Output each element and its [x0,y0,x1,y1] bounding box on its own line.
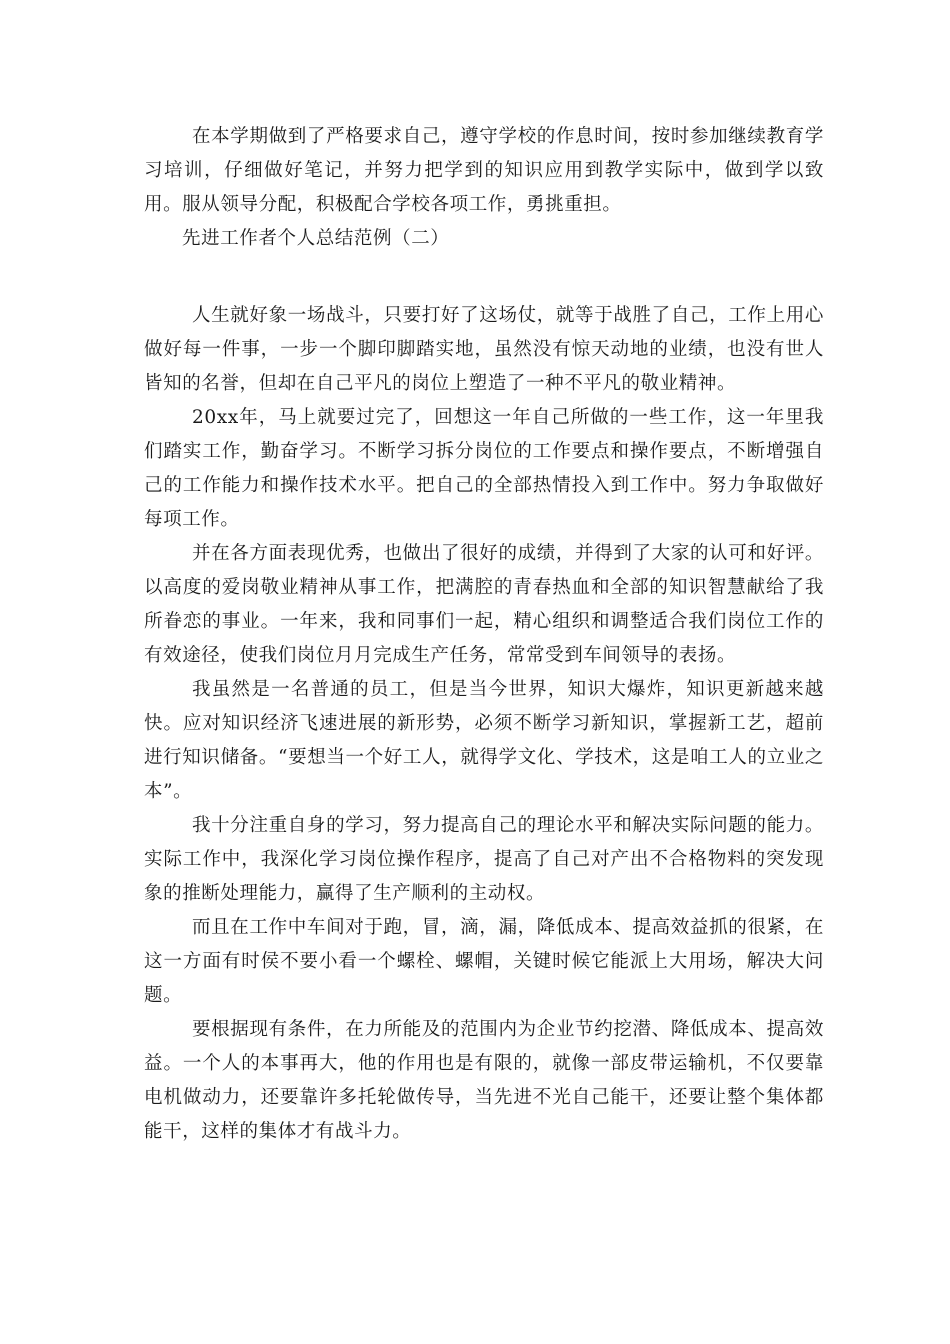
section-spacer [144,256,824,299]
intro-paragraph: 在本学期做到了严格要求自己，遵守学校的作息时间，按时参加继续教育学习培训，仔细做好笔记，并努力把学到的知识应用到教学实际中，做到学以致用。服从领导分配，积极配合学校各项工作，勇挑重担。 [144,126,824,215]
body-paragraph-6: 而且在工作中车间对于跑，冒，滴，漏，降低成本、提高效益抓的很紧，在这一方面有时侯不要小看一个螺栓、螺帽，关键时候它能派上大用场，解决大问题。 [144,917,824,1006]
body-paragraph-1: 人生就好象一场战斗，只要打好了这场仗，就等于战胜了自己，工作上用心做好每一件事，一步一个脚印脚踏实地，虽然没有惊天动地的业绩，也没有世人皆知的名誉，但却在自己平凡的岗位上塑造了一种不平凡的敬业精神。 [144,305,824,394]
body-paragraph-2: 20xx年，马上就要过完了，回想这一年自己所做的一些工作，这一年里我们踏实工作，勤奋学习。不断学习拆分岗位的工作要点和操作要点，不断增强自己的工作能力和操作技术水平。把自己的全部热情投入到工作中。努力争取做好每项工作。 [144,407,824,530]
body-paragraph-7: 要根据现有条件，在力所能及的范围内为企业节约挖潜、降低成本、提高效益。一个人的本事再大，他的作用也是有限的，就像一部皮带运输机，不仅要靠电机做动力，还要靠许多托轮做传导，当先进不光自己能干，还要让整个集体都能干，这样的集体才有战斗力。 [144,1019,824,1142]
body-paragraph-3: 并在各方面表现优秀，也做出了很好的成绩，并得到了大家的认可和好评。以高度的爱岗敬业精神从事工作，把满腔的青春热血和全部的知识智慧献给了我所眷恋的事业。一年来，我和同事们一起，精心组织和调整适合我们岗位工作的有效途径，使我们岗位月月完成生产任务，常常受到车间领导的表扬。 [144,543,824,666]
document-body [144,120,824,1149]
body-paragraph-5: 我十分注重自身的学习，努力提高自己的理论水平和解决实际问题的能力。实际工作中，我深化学习岗位操作程序，提高了自己对产出不合格物料的突发现象的推断处理能力，赢得了生产顺利的主动权。 [144,815,824,904]
section-title: 先进工作者个人总结范例（二） [182,228,450,249]
body-paragraph-4: 我虽然是一名普通的员工，但是当今世界，知识大爆炸，知识更新越来越快。应对知识经济飞速进展的新形势，必须不断学习新知识，掌握新工艺，超前进行知识储备。“要想当一个好工人，就得学文化、学技术，这是咱工人的立业之本”。 [144,679,824,802]
